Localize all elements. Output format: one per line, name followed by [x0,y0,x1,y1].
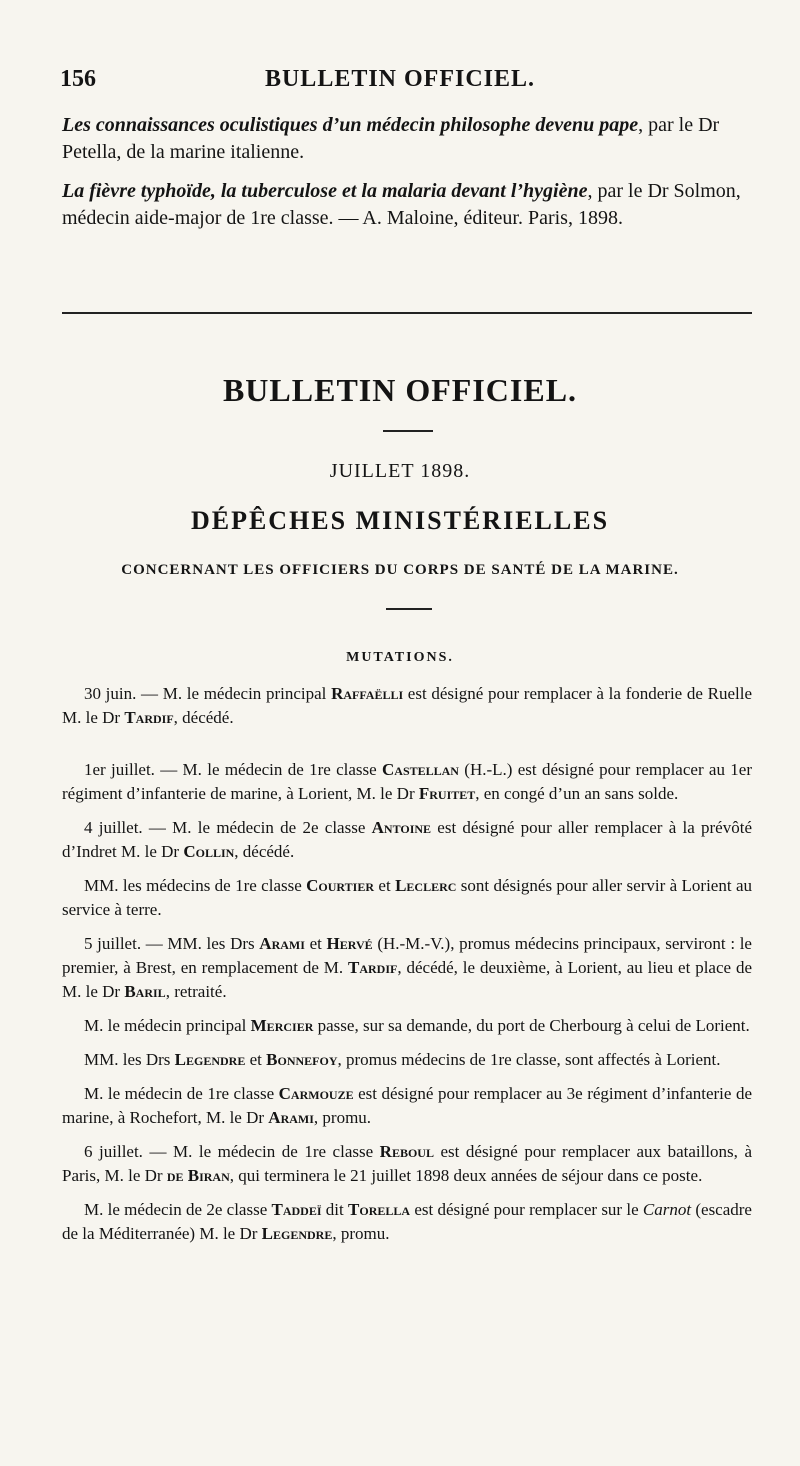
reference-title: La fièvre typhoïde, la tuberculose et la malaria devant l’hygiène [62,180,588,202]
text-run: est désigné pour remplacer au 3e régiment d’infanterie de marine, à Rochefort, M. le Dr [62,1084,753,1127]
text-run: passe, sur sa demande, du port de Cherbourg à celui de Lorient. [313,1016,750,1035]
person-name: Torella [348,1200,411,1219]
text-run: M. le médecin principal [84,1016,251,1035]
person-name: Reboul [379,1142,434,1161]
text-run: 6 juillet. — M. le médecin de 1re classe [84,1142,380,1161]
mutation-paragraph [62,758,752,806]
page-number: 156 [60,66,96,92]
mutation-paragraph [62,874,752,922]
ship-name: Carnot [642,1200,692,1219]
person-name: Leclerc [395,876,457,895]
text-run: 1er juillet. — M. le médecin de 1re classe [84,760,382,779]
text-run: est désigné pour remplacer sur le [410,1200,643,1219]
text-run: , promu. [313,1108,372,1127]
person-name: Tardif [348,958,398,977]
person-name: Arami [268,1108,314,1127]
text-run: (H.-M.-V.), promus médecins principaux, serviront : le premier, à Brest, en remplacement de M. [62,934,752,977]
person-name: Hervé [326,934,373,953]
person-name: Collin [183,842,235,861]
text-run: dit [321,1200,349,1219]
person-name: Fruitet [418,784,476,803]
person-name: Tardif [124,708,174,727]
text-run: , en congé d’un an sans solde. [475,784,679,803]
mutations-heading: MUTATIONS. [346,650,454,665]
person-name: de Biran [166,1166,230,1185]
mutation-paragraph [62,1082,752,1130]
person-name: Courtier [306,876,375,895]
person-name: Taddeï [271,1200,322,1219]
text-run: , décédé. [173,708,234,727]
text-run: et [304,934,327,953]
text-run: est désigné pour aller remplacer à la prévôté d’Indret M. le Dr [62,818,752,861]
text-run: 5 juillet. — MM. les Drs [84,934,260,953]
mutation-paragraph [62,932,752,1004]
text-run: (H.-L.) est désigné pour remplacer au 1er régiment d’infanterie de marine, à Lorient, M. le Dr [62,760,752,803]
text-run: est désigné pour remplacer aux bataillons, à Paris, M. le Dr [62,1142,752,1185]
mutation-paragraph [62,1014,752,1038]
reference-details: , par le Dr Solmon, médecin aide-major de 1re classe. — A. Maloine, éditeur. Paris, 1898. [62,180,741,229]
section-divider [62,312,752,314]
text-run: M. le médecin de 2e classe [84,1200,272,1219]
bulletin-date: JUILLET 1898. [329,460,471,482]
text-run: , décédé. [234,842,295,861]
text-run: , retraité. [165,982,227,1001]
text-run: et [374,876,396,895]
text-run: M. le médecin de 1re classe [84,1084,279,1103]
person-name: Arami [259,934,305,953]
short-divider [386,608,432,610]
reference-details: , par le Dr Petella, de la marine italienne. [62,114,720,163]
mutation-paragraph [62,682,752,730]
mutation-paragraph [62,816,752,864]
person-name: Bonnefoy [266,1050,338,1069]
section-subtitle: CONCERNANT LES OFFICIERS DU CORPS DE SANTÉ DE LA MARINE. [121,562,679,578]
text-run: 4 juillet. — M. le médecin de 2e classe [84,818,372,837]
reference-title: Les connaissances oculistiques d’un médecin philosophe devenu pape [62,114,639,136]
person-name: Legendre [174,1050,246,1069]
mutation-paragraph [62,1140,752,1188]
text-run: sont désignés pour aller servir à Lorient au service à terre. [62,876,752,919]
person-name: Mercier [250,1016,314,1035]
text-run: , décédé, le deuxième, à Lorient, au lieu et place de M. le Dr [62,958,752,1001]
person-name: Castellan [382,760,459,779]
running-head: BULLETIN OFFICIEL. [264,66,536,92]
text-run: est désigné pour remplacer à la fonderie de Ruelle M. le Dr [62,684,752,727]
person-name: Legendre [261,1224,333,1243]
person-name: Antoine [371,818,432,837]
mutation-paragraph [62,1048,752,1072]
text-run: et [245,1050,267,1069]
short-divider [383,430,433,432]
book-references [62,112,758,244]
text-run: , promu. [332,1224,390,1243]
mutation-paragraph [62,1198,752,1246]
text-run: (escadre de la Méditerranée) M. le Dr [62,1200,752,1243]
reference-item [62,178,758,232]
text-run: 30 juin. — M. le médecin principal [84,684,332,703]
section-title: DÉPÊCHES MINISTÉRIELLES [190,506,610,535]
text-run: MM. les Drs [84,1050,175,1069]
person-name: Raffaëlli [331,684,404,703]
text-run: , promus médecins de 1re classe, sont affectés à Lorient. [337,1050,721,1069]
text-run: , qui terminera le 21 juillet 1898 deux années de séjour dans ce poste. [229,1166,703,1185]
mutations-body [62,682,752,1256]
person-name: Baril [124,982,166,1001]
text-run: MM. les médecins de 1re classe [84,876,307,895]
reference-item [62,112,758,166]
page-header [60,66,740,96]
bulletin-title: BULLETIN OFFICIEL. [222,372,578,408]
person-name: Carmouze [278,1084,354,1103]
